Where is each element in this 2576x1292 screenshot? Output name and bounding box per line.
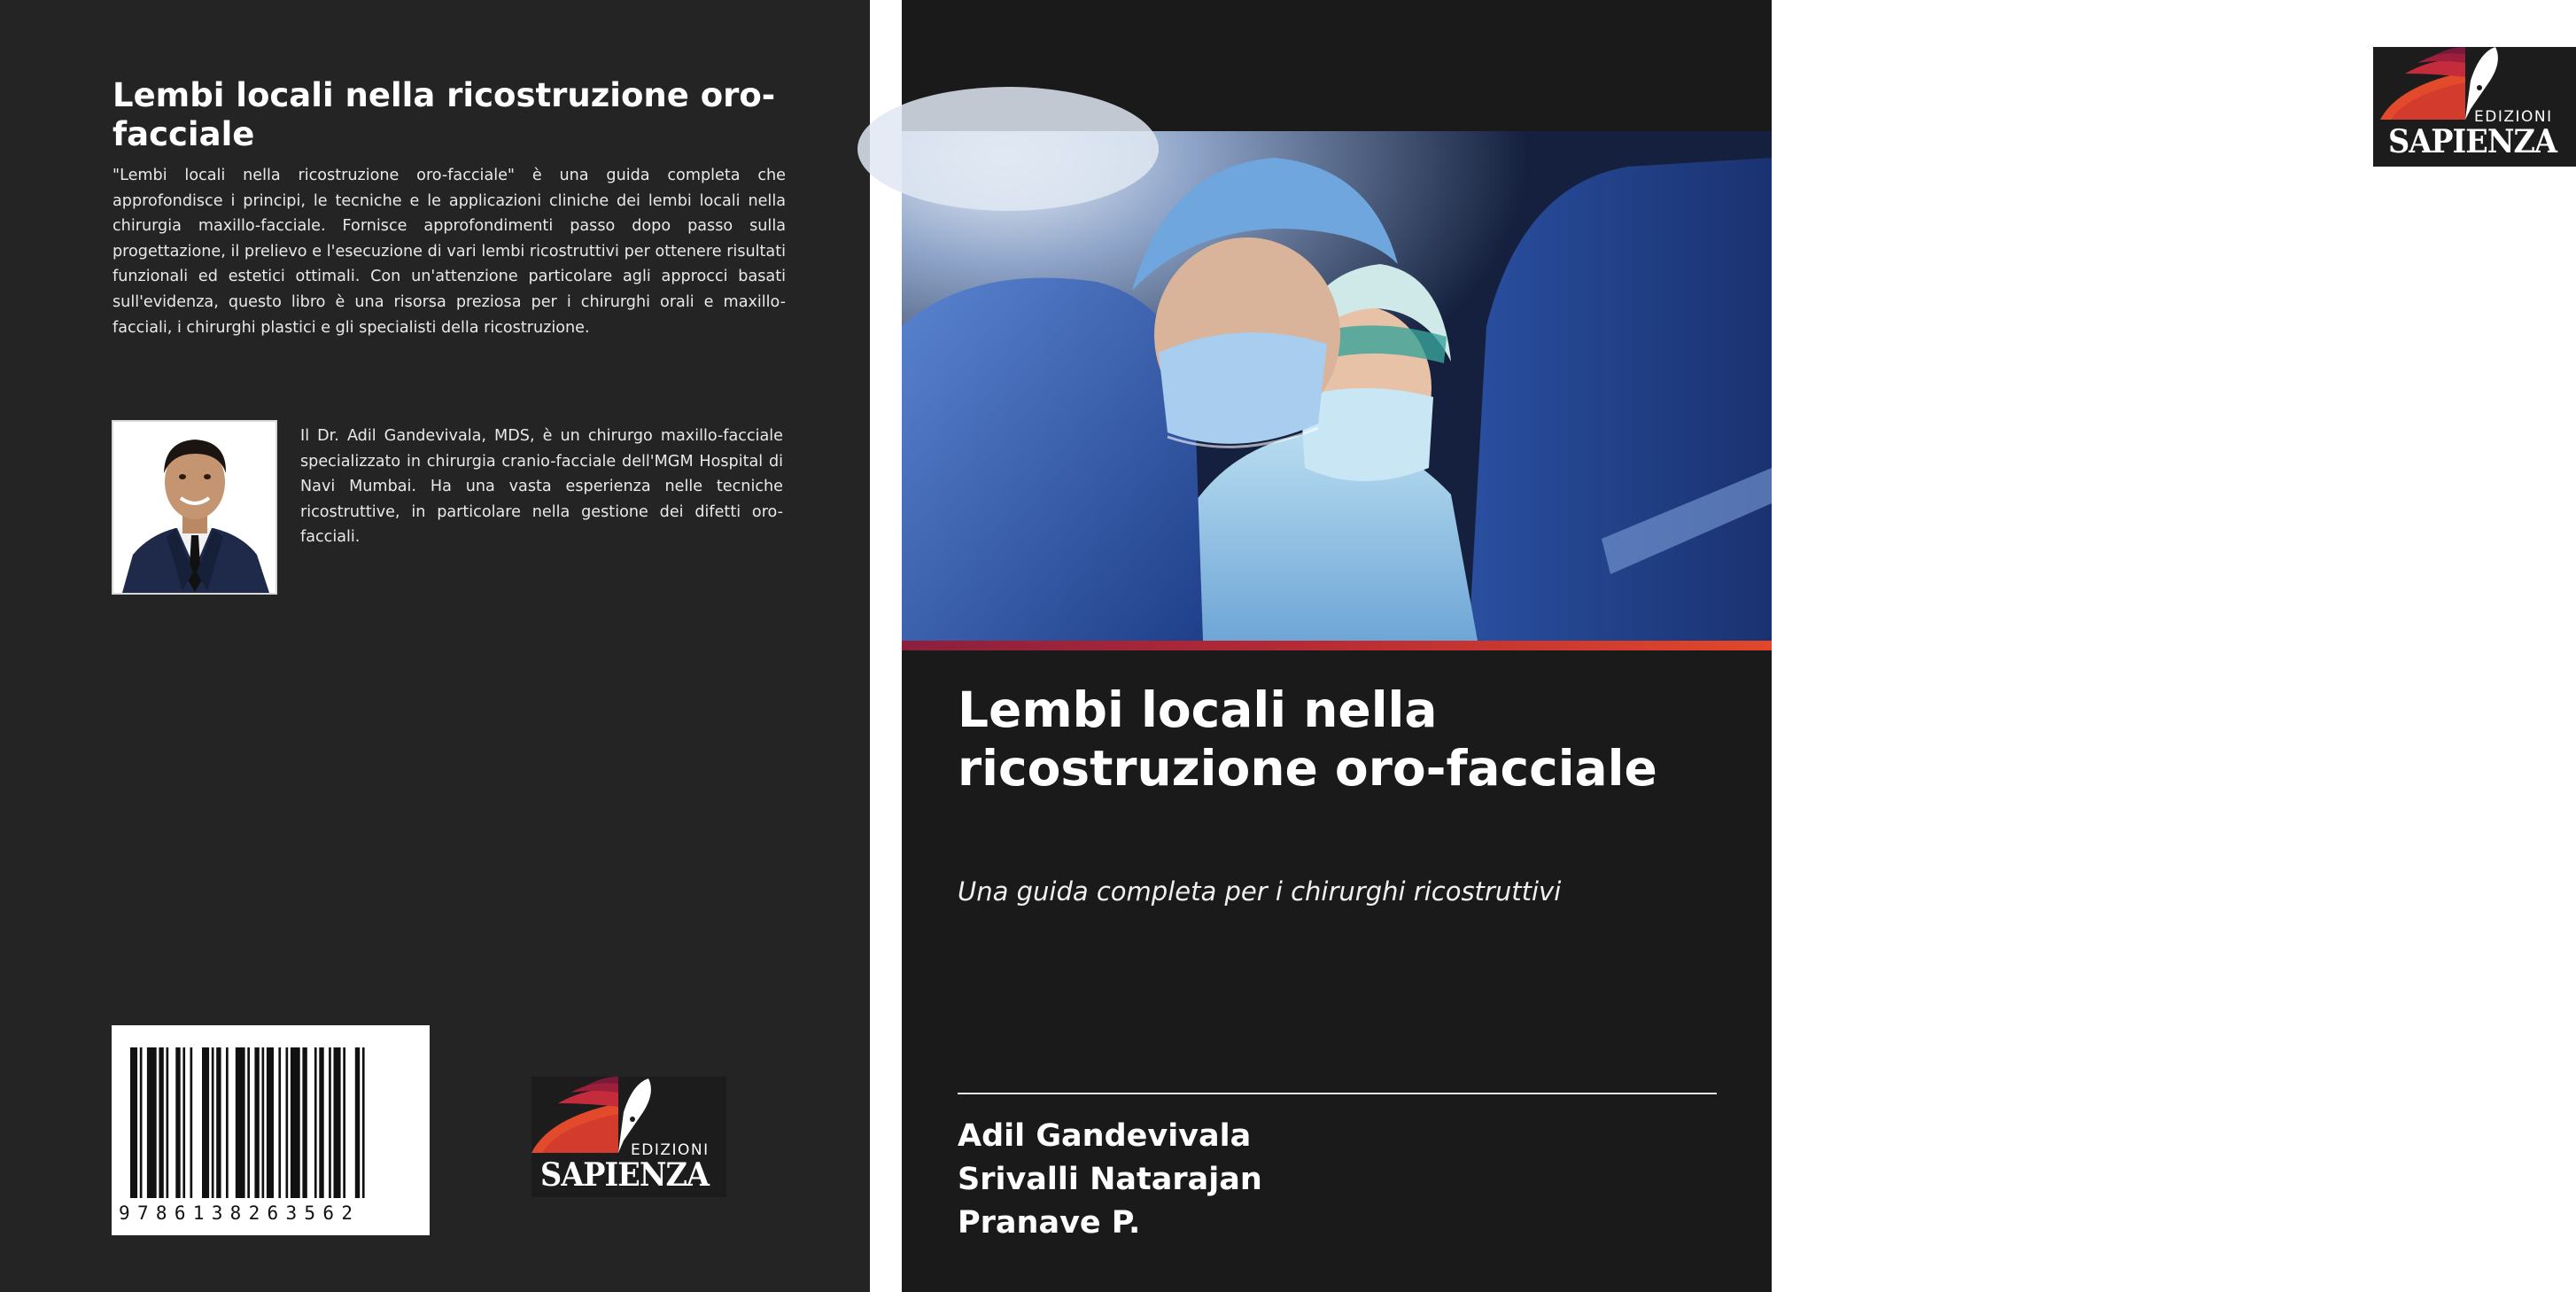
- author-name: Pranave P.: [958, 1205, 1141, 1241]
- barcode-bar: [278, 1047, 281, 1198]
- barcode-bar: [262, 1047, 265, 1198]
- barcode-bar: [334, 1047, 341, 1198]
- barcode-bar: [254, 1047, 259, 1198]
- barcode-bar: [212, 1047, 214, 1198]
- barcode-bar: [202, 1047, 209, 1198]
- barcode-bar: [302, 1047, 306, 1198]
- author-bio: Il Dr. Adil Gandevivala, MDS, è un chirurgo maxillo-facciale specializzato in chirurgia cranio-facciale dell'MGM Hospital di Navi Mumbai. Ha una vasta esperienza nelle tecniche ricostruttive, in particolare nella gestione dei difetti oro-facciali.: [300, 427, 783, 547]
- barcode-number: 9786138263562: [119, 1202, 361, 1224]
- barcode-bar: [147, 1047, 157, 1198]
- barcode-bar: [226, 1047, 229, 1198]
- logo-sapienza-text: SAPIENZA: [2388, 123, 2557, 160]
- barcode-bar: [343, 1047, 345, 1198]
- barcode-bar: [182, 1047, 185, 1198]
- barcode-bar: [286, 1047, 289, 1198]
- author-name: Srivalli Natarajan: [958, 1162, 1262, 1197]
- author-name: Adil Gandevivala: [958, 1118, 1252, 1154]
- barcode-bar: [362, 1047, 365, 1198]
- author-divider: [958, 1093, 1717, 1094]
- book-spine: [870, 0, 902, 1292]
- back-cover-title: Lembi locali nella ricostruzione oro-facciale: [113, 76, 776, 153]
- logo-edizioni-text: EDIZIONI: [631, 1141, 710, 1159]
- barcode-bar: [355, 1047, 360, 1198]
- barcode-bars: [130, 1047, 411, 1205]
- publisher-logo-back: [531, 1077, 726, 1197]
- barcode-bar: [140, 1047, 143, 1198]
- front-cover-subtitle: Una guida completa per i chirurghi ricostruttivi: [958, 876, 1562, 907]
- accent-bar: [902, 641, 1772, 650]
- front-cover: [902, 0, 2557, 1292]
- author-list: [958, 1115, 1262, 1245]
- publisher-logo-front: [2373, 47, 2576, 167]
- logo-edizioni-text: EDIZIONI: [2474, 108, 2553, 126]
- barcode-bar: [319, 1047, 323, 1198]
- author-photo: [113, 422, 275, 593]
- logo-sapienza-text: SAPIENZA: [540, 1156, 710, 1194]
- front-cover-title: Lembi locali nella ricostruzione oro-facciale: [958, 681, 1657, 797]
- barcode-bar: [190, 1047, 193, 1198]
- barcode-bar: [236, 1047, 245, 1198]
- barcode-bar: [167, 1047, 169, 1198]
- barcode-bar: [175, 1047, 180, 1198]
- back-cover-blurb: "Lembi locali nella ricostruzione oro-facciale" è una guida completa che approfondisce i principi, le tecniche e le applicazioni cliniche dei lembi locali nella chirurgia maxillo-facciale. Fornisce approfondimenti passo dopo passo sulla progettazione, il prelievo e l'esecuzione di vari lembi ricostruttivi per ottenere risultati funzionali ed estetici ottimali. Con un'attenzione particolare agli approcci basati sull'evidenza, questo libro è una risorsa preziosa per i chirurghi orali e maxillo-facciali, i chirurghi plastici e gli specialisti della ricostruzione.: [113, 167, 786, 337]
- barcode-bar: [247, 1047, 250, 1198]
- barcode-bar: [329, 1047, 331, 1198]
- cover-photo-surgeons: [902, 131, 1772, 641]
- barcode-bar: [267, 1047, 274, 1198]
- barcode-bar: [291, 1047, 300, 1198]
- barcode-bar: [159, 1047, 163, 1198]
- barcode-bar: [216, 1047, 221, 1198]
- barcode-bar: [314, 1047, 317, 1198]
- barcode-bar: [130, 1047, 137, 1198]
- barcode: [112, 1025, 430, 1235]
- back-cover: [0, 0, 870, 1292]
